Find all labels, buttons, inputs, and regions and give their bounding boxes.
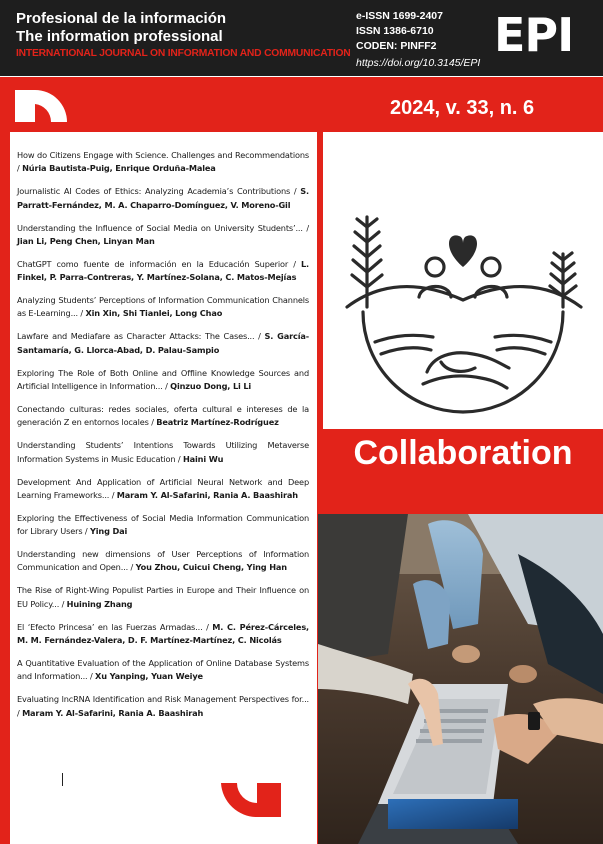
text-cursor bbox=[62, 773, 63, 786]
article-item[interactable] bbox=[17, 621, 309, 648]
issn: ISSN 1386-6710 bbox=[356, 25, 434, 37]
article-authors: You Zhou, Cuicui Cheng, Ying Han bbox=[135, 562, 287, 573]
article-item[interactable] bbox=[17, 439, 309, 466]
article-item[interactable] bbox=[17, 693, 309, 720]
article-title: A Quantitative Evaluation of the Application of Online Database Systems and Information... / bbox=[17, 657, 309, 682]
article-item[interactable] bbox=[17, 330, 309, 357]
cover-photo bbox=[318, 514, 603, 844]
article-title: El ‘Efecto Princesa’ en las Fuerzas Armadas... / bbox=[17, 621, 213, 632]
article-title: Understanding Students’ Intentions Towards Utilizing Metaverse Information Systems in Music Education / bbox=[17, 440, 309, 464]
article-title: The Rise of Right-Wing Populist Parties in Europe and Their Influence on EU Policy... / bbox=[17, 585, 309, 609]
article-authors: Núria Bautista-Puig, Enrique Orduña-Malea bbox=[22, 163, 216, 174]
journal-header bbox=[0, 0, 603, 76]
epi-logo: EPI bbox=[494, 8, 574, 62]
article-item[interactable] bbox=[17, 657, 309, 684]
article-authors: S. Parratt-Fernández, M. A. Chaparro-Domínguez, V. Moreno-Gil bbox=[17, 186, 309, 210]
article-title: Exploring The Role of Both Online and Offline Knowledge Sources and Artificial Intelligence in Information... / bbox=[17, 367, 309, 391]
journal-title-en: The information professional bbox=[16, 28, 223, 45]
article-authors: Qinzuo Dong, Li Li bbox=[170, 380, 252, 391]
article-item[interactable] bbox=[17, 476, 309, 503]
article-item[interactable] bbox=[17, 222, 309, 249]
article-authors: Huining Zhang bbox=[66, 598, 133, 609]
bottom-logo-icon bbox=[221, 783, 281, 817]
article-authors: Beatriz Martínez-Rodríguez bbox=[156, 417, 279, 428]
issue-number: 2024, v. 33, n. 6 bbox=[390, 97, 535, 119]
collaboration-emblem-icon bbox=[323, 132, 603, 429]
article-title: Conectando culturas: redes sociales, oferta cultural e intereses de la generación Z en entornos locales / bbox=[17, 403, 309, 428]
article-authors: L. Finkel, P. Parra-Contreras, Y. Martínez-Solana, C. Matos-Mejías bbox=[17, 258, 309, 283]
article-title: Understanding the Influence of Social Media on University Students’... / bbox=[17, 222, 309, 233]
article-title: Lawfare and Mediafare as Character Attacks: The Cases... / bbox=[17, 331, 265, 342]
article-item[interactable] bbox=[17, 294, 309, 321]
article-item[interactable] bbox=[17, 403, 309, 430]
article-authors: Maram Y. Al-Safarini, Rania A. Baashirah bbox=[22, 707, 204, 718]
article-item[interactable] bbox=[17, 584, 309, 611]
article-title: Analyzing Students’ Perceptions of Information Communication Channels as E-Learning... / bbox=[17, 295, 309, 319]
section-title: Collaboration bbox=[353, 434, 573, 472]
article-item[interactable] bbox=[17, 258, 309, 285]
article-title: Understanding new dimensions of User Perceptions of Information Communication and Open... / bbox=[17, 549, 309, 573]
doi-link[interactable]: https://doi.org/10.3145/EPI bbox=[356, 57, 481, 69]
article-title: How do Citizens Engage with Science. Challenges and Recommendations / bbox=[17, 150, 309, 174]
journal-title-es: Profesional de la información bbox=[16, 10, 227, 27]
article-item[interactable] bbox=[17, 149, 309, 176]
article-item[interactable] bbox=[17, 367, 309, 394]
article-authors: S. García-Santamaría, G. Llorca-Abad, D. Palau-Sampio bbox=[17, 331, 309, 355]
article-authors: Haini Wu bbox=[182, 453, 224, 464]
coden: CODEN: PINFF2 bbox=[356, 40, 437, 52]
journal-subtitle: INTERNATIONAL JOURNAL ON INFORMATION AND COMMUNICATION bbox=[16, 48, 351, 59]
article-title: Evaluating lncRNA Identification and Risk Management Perspectives for... / bbox=[17, 694, 309, 718]
eissn: e-ISSN 1699-2407 bbox=[356, 10, 443, 22]
article-authors: Jian Li, Peng Chen, Linyan Man bbox=[17, 235, 155, 246]
article-authors: Ying Dai bbox=[89, 526, 128, 537]
article-authors: Maram Y. Al-Safarini, Rania A. Baashirah bbox=[116, 489, 298, 500]
article-item[interactable] bbox=[17, 185, 309, 212]
collaboration-illustration bbox=[323, 132, 603, 429]
article-authors: Xin Xin, Shi Tianlei, Long Chao bbox=[85, 308, 223, 319]
article-authors: M. C. Pérez-Cárceles, M. M. Fernández-Valera, D. F. Martínez-Martínez, C. Nicolás bbox=[17, 621, 310, 645]
article-title: Development And Application of Artificial Neural Network and Deep Learning Frameworks... / bbox=[17, 476, 309, 500]
article-title: Exploring the Effectiveness of Social Media Information Communication for Library Users / bbox=[17, 512, 309, 537]
corner-logo-icon bbox=[15, 90, 67, 122]
photo-image bbox=[318, 514, 603, 844]
article-item[interactable] bbox=[17, 512, 309, 539]
article-authors: Xu Yanping, Yuan Weiye bbox=[95, 671, 203, 682]
article-item[interactable] bbox=[17, 548, 309, 575]
article-title: Journalistic AI Codes of Ethics: Analyzing Academia’s Contributions / bbox=[17, 186, 301, 197]
article-list bbox=[17, 149, 309, 730]
article-title: ChatGPT como fuente de información en la Educación Superior / bbox=[17, 258, 301, 269]
